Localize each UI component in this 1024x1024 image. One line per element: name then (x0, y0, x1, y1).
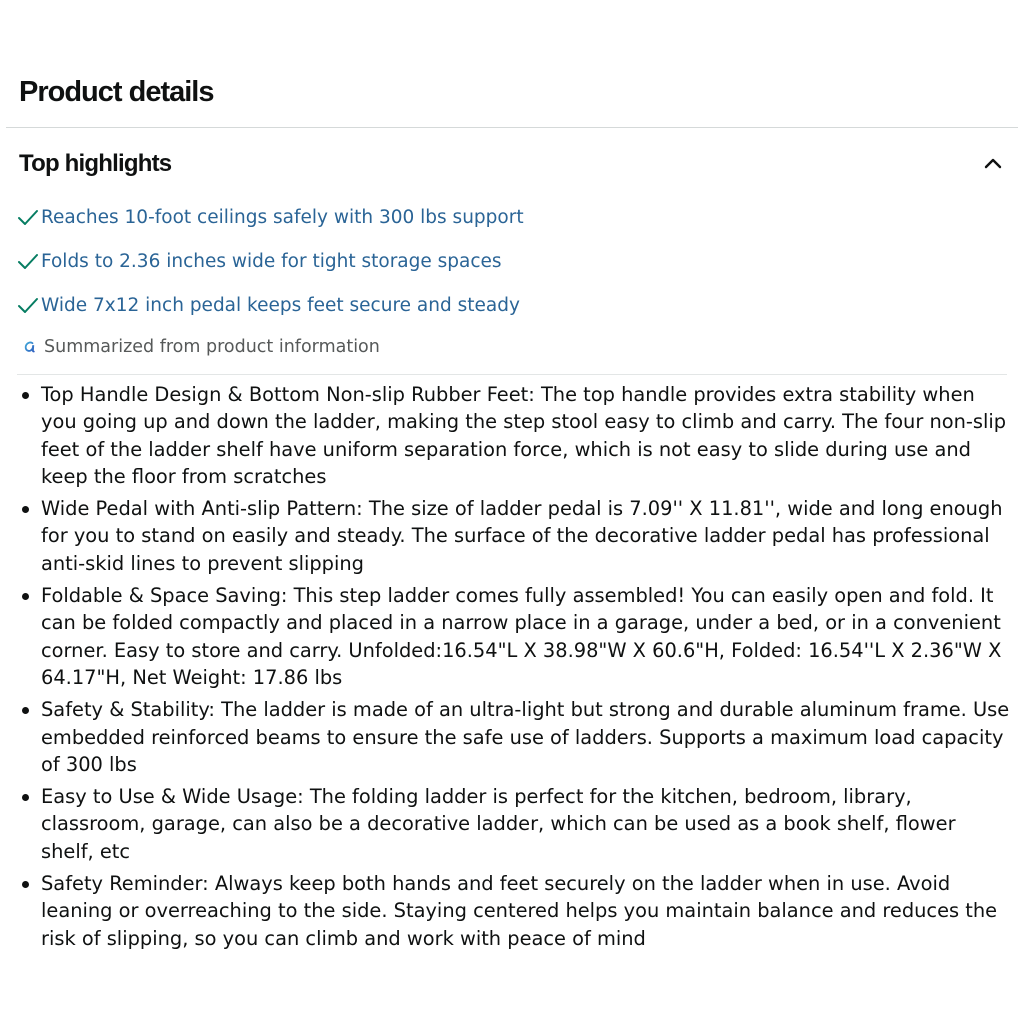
ai-sparkle-icon (20, 338, 38, 356)
bullet-dot (22, 707, 29, 714)
highlight-item (17, 248, 524, 292)
feature-bullets (20, 381, 1010, 957)
summary-text: Summarized from product information (44, 337, 380, 357)
highlight-text: Wide 7x12 inch pedal keeps feet secure and steady (41, 295, 520, 316)
summary-note (20, 334, 380, 360)
divider (17, 374, 1007, 375)
feature-bullet-text: Top Handle Design & Bottom Non-slip Rubber Feet: The top handle provides extra stability when you going up and down the ladder, making the step stool easy to climb and carry. The four non-slip feet of the ladder shelf have uniform separation force, which is not easy to slide during use and keep the floor from scratches (41, 383, 1007, 488)
bullet-dot (22, 881, 29, 888)
feature-bullet (20, 495, 1010, 577)
feature-bullet (20, 783, 1010, 865)
divider (6, 127, 1018, 128)
bullet-dot (22, 392, 29, 399)
feature-bullet (20, 381, 1010, 490)
section-title: Top highlights (19, 150, 172, 177)
check-icon (17, 248, 39, 274)
bullet-dot (22, 794, 29, 801)
feature-bullet-text: Wide Pedal with Anti-slip Pattern: The size of ladder pedal is 7.09'' X 11.81'', wide and long enough for you to stand on easily and steady. The surface of the decorative ladder pedal has professional anti-skid lines to prevent slipping (41, 497, 1003, 575)
bullet-dot (22, 506, 29, 513)
check-icon (17, 204, 39, 230)
check-icon (17, 292, 39, 318)
chevron-up-icon[interactable] (978, 148, 1008, 178)
feature-bullet-text: Safety Reminder: Always keep both hands and feet securely on the ladder when in use. Avoid leaning or overreaching to the side. Staying centered helps you maintain balance and reduces the risk of slipping, so you can climb and work with peace of mind (41, 872, 998, 950)
feature-bullet (20, 582, 1010, 691)
feature-bullet-text: Foldable & Space Saving: This step ladder comes fully assembled! You can easily open and fold. It can be folded compactly and placed in a narrow place in a garage, under a bed, or in a convenient corner. Easy to store and carry. Unfolded:16.54"L X 38.98"W X 60.6"H, Folded: 16.54''L X 2.36"W X 64.17"H, Net Weight: 17.86 lbs (41, 584, 1002, 689)
highlight-text: Folds to 2.36 inches wide for tight storage spaces (41, 251, 502, 272)
feature-bullet-text: Easy to Use & Wide Usage: The folding ladder is perfect for the kitchen, bedroom, library, classroom, garage, can also be a decorative ladder, which can be used as a book shelf, flower shelf, etc (41, 785, 956, 863)
bullet-dot (22, 593, 29, 600)
feature-bullet-text: Safety & Stability: The ladder is made of an ultra-light but strong and durable aluminum frame. Use embedded reinforced beams to ensure the safe use of ladders. Supports a maximum load capacity of 300 lbs (41, 698, 1010, 776)
feature-bullet (20, 870, 1010, 952)
feature-bullet (20, 696, 1010, 778)
highlight-text: Reaches 10-foot ceilings safely with 300 lbs support (41, 207, 524, 228)
top-highlights-header[interactable] (19, 146, 1008, 182)
highlight-item (17, 204, 524, 248)
highlight-item (17, 292, 524, 336)
highlights-list (17, 204, 524, 336)
page-title: Product details (19, 76, 214, 108)
